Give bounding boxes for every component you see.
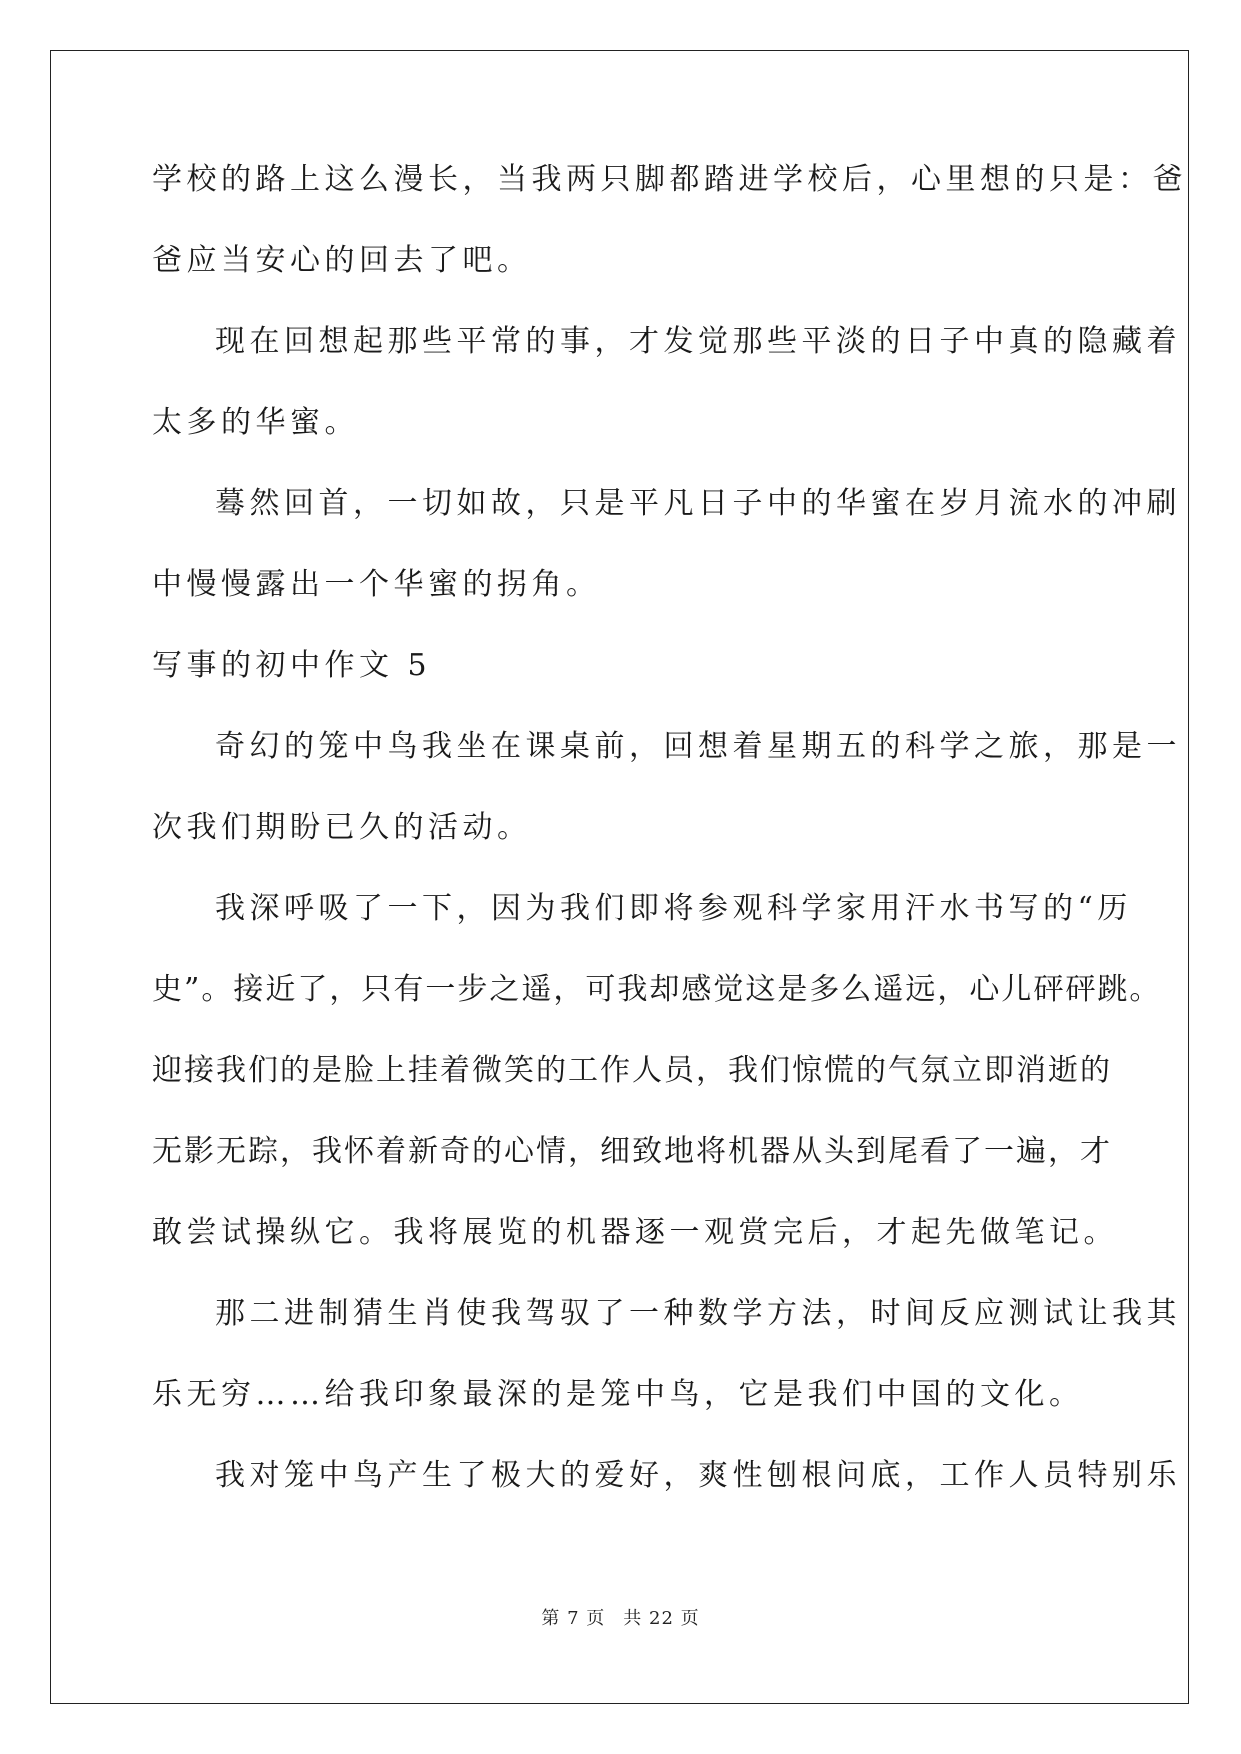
text-line: 太多的华蜜。 [152, 405, 359, 440]
text-line: 学校的路上这么漫长，当我两只脚都踏进学校后，心里想的只是：爸 [152, 162, 1187, 197]
text-line: 那二进制猜生肖使我驾驭了一种数学方法，时间反应测试让我其 [215, 1296, 1181, 1331]
text-line: 迎接我们的是脸上挂着微笑的工作人员，我们惊慌的气氛立即消逝的 [152, 1053, 1112, 1088]
text-line: 我深呼吸了一下，因为我们即将参观科学家用汗水书写的“历 [215, 891, 1132, 926]
text-line: 中慢慢露出一个华蜜的拐角。 [152, 567, 601, 602]
text-line: 乐无穷……给我印象最深的是笼中鸟，它是我们中国的文化。 [152, 1377, 1084, 1412]
text-line: 奇幻的笼中鸟我坐在课桌前，回想着星期五的科学之旅，那是一 [215, 729, 1181, 764]
text-line: 敢尝试操纵它。我将展览的机器逐一观赏完后，才起先做笔记。 [152, 1215, 1118, 1250]
text-line: 现在回想起那些平常的事，才发觉那些平淡的日子中真的隐藏着 [215, 324, 1181, 359]
page-footer [0, 1604, 1241, 1630]
document-body [152, 160, 1187, 1537]
page-number: 第 7 页 [541, 1608, 606, 1629]
page-total: 共 22 页 [623, 1608, 700, 1629]
text-line: 无影无踪，我怀着新奇的心情，细致地将机器从头到尾看了一遍，才 [152, 1134, 1112, 1169]
text-line: 次我们期盼已久的活动。 [152, 810, 532, 845]
text-line: 蓦然回首，一切如故，只是平凡日子中的华蜜在岁月流水的冲刷 [215, 486, 1181, 521]
text-line: 爸应当安心的回去了吧。 [152, 243, 532, 278]
text-line: 史”。接近了，只有一步之遥，可我却感觉这是多么遥远，心儿砰砰跳。 [152, 972, 1162, 1007]
text-line: 我对笼中鸟产生了极大的爱好，爽性刨根问底，工作人员特别乐 [215, 1458, 1181, 1493]
text-line: 写事的初中作文 5 [152, 648, 432, 683]
